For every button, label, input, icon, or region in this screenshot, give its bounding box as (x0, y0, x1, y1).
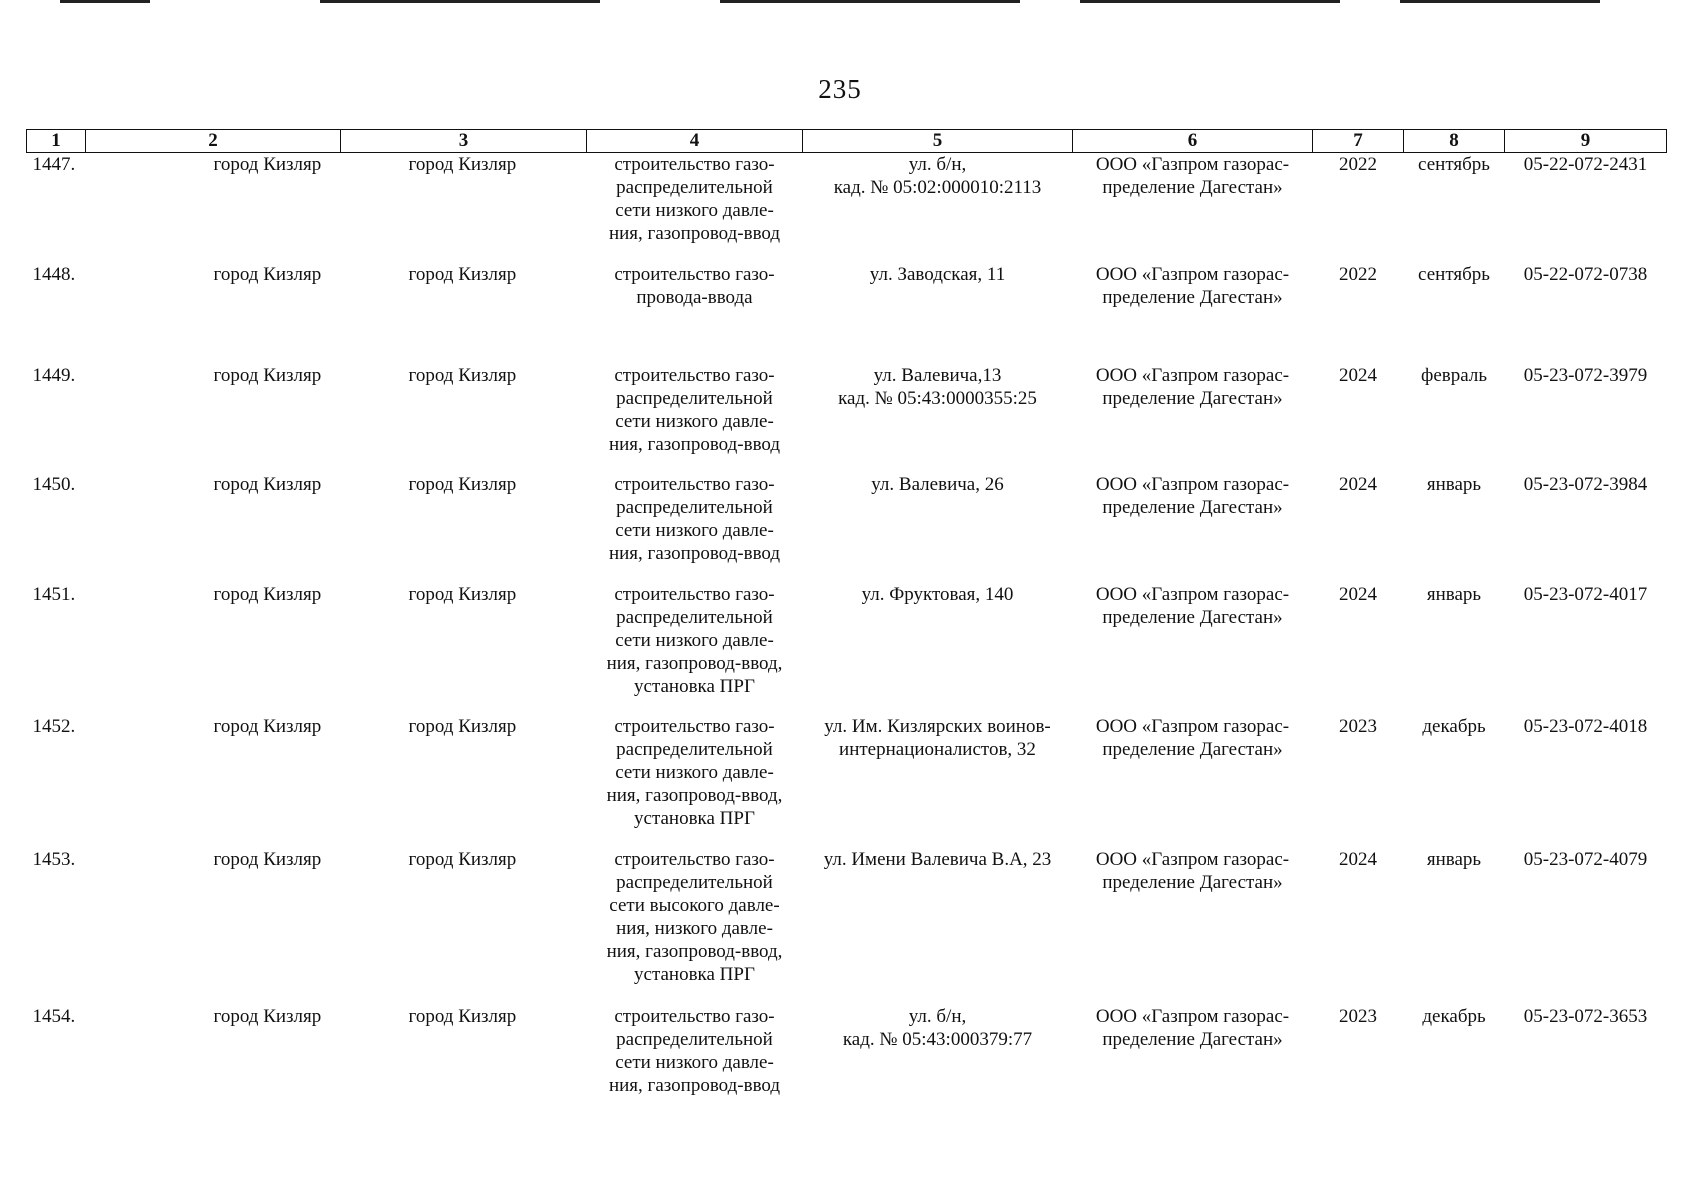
work-line: строительство газо- (614, 1005, 775, 1027)
work-description-cell (587, 473, 803, 583)
work-line: ния, газопровод-ввод (608, 223, 781, 244)
work-line: распределительной (616, 1028, 773, 1050)
address-cell (803, 1005, 1073, 1115)
org-line: ООО «Газпром газорас- (1095, 263, 1290, 285)
district-cell: город Кизляр (408, 263, 517, 285)
work-line: установка ПРГ (634, 675, 755, 697)
work-line: строительство газо- (614, 715, 775, 737)
row-number: 1448. (32, 263, 76, 285)
org-line: ООО «Газпром газорас- (1095, 848, 1290, 870)
org-line: ООО «Газпром газорас- (1095, 1005, 1290, 1027)
settlement-cell: город Кизляр (213, 263, 322, 285)
work-line: ния, газопровод-ввод (608, 433, 781, 455)
month-cell: сентябрь (1418, 263, 1490, 285)
organization-cell (1073, 1005, 1313, 1115)
row-number: 1449. (32, 364, 76, 386)
year-cell: 2023 (1339, 715, 1377, 737)
address-cell (803, 153, 1073, 263)
column-header: 5 (803, 130, 1073, 153)
district-cell: город Кизляр (408, 1005, 517, 1027)
address-line: интернационалистов, 32 (839, 738, 1036, 760)
scan-edge-line (320, 0, 600, 3)
code-cell: 05-23-072-3984 (1523, 473, 1648, 495)
district-cell: город Кизляр (408, 583, 517, 605)
settlement-cell: город Кизляр (213, 848, 322, 870)
table-row (27, 473, 1667, 583)
year-cell: 2024 (1339, 364, 1377, 386)
work-line: строительство газо- (614, 154, 775, 175)
address-line: ул. Фруктовая, 140 (861, 583, 1014, 605)
settlement-cell: город Кизляр (213, 583, 322, 605)
organization-cell (1073, 715, 1313, 848)
code-cell: 05-22-072-0738 (1523, 263, 1648, 285)
org-line: пределение Дагестан» (1102, 606, 1283, 628)
work-line: ния, газопровод-ввод (608, 542, 781, 564)
work-line: сети низкого давле- (615, 761, 774, 783)
address-line: ул. Валевича, 26 (871, 473, 1004, 495)
org-line: ООО «Газпром газорас- (1095, 364, 1290, 386)
work-description-cell (587, 364, 803, 473)
org-line: ООО «Газпром газорас- (1095, 154, 1290, 175)
table-row (27, 263, 1667, 364)
work-line: провода-ввода (636, 286, 753, 308)
column-header: 2 (86, 130, 341, 153)
org-line: ООО «Газпром газорас- (1095, 473, 1290, 495)
scan-edge-line (720, 0, 1020, 3)
work-line: сети низкого давле- (615, 200, 774, 221)
column-header: 6 (1073, 130, 1313, 153)
row-number: 1453. (32, 848, 76, 870)
row-number: 1454. (32, 1005, 76, 1027)
organization-cell (1073, 473, 1313, 583)
address-line: ул. б/н, (908, 154, 967, 175)
row-number: 1451. (32, 583, 76, 605)
page-number: 235 (818, 74, 862, 104)
code-cell: 05-23-072-4017 (1523, 583, 1648, 605)
address-line: ул. б/н, (908, 1005, 967, 1027)
code-cell: 05-23-072-4079 (1523, 848, 1648, 870)
district-cell: город Кизляр (408, 848, 517, 870)
work-line: строительство газо- (614, 473, 775, 495)
organization-cell (1073, 364, 1313, 473)
org-line: пределение Дагестан» (1102, 387, 1283, 409)
address-cell (803, 715, 1073, 848)
work-line: распределительной (616, 606, 773, 628)
month-cell: январь (1426, 583, 1482, 605)
work-line: сети низкого давле- (615, 629, 774, 651)
work-line: сети низкого давле- (615, 519, 774, 541)
district-cell: город Кизляр (408, 154, 517, 175)
org-line: ООО «Газпром газорас- (1095, 715, 1290, 737)
org-line: пределение Дагестан» (1102, 286, 1283, 308)
month-cell: январь (1426, 848, 1482, 870)
organization-cell (1073, 263, 1313, 364)
scan-edge-line (1080, 0, 1340, 3)
month-cell: январь (1426, 473, 1482, 495)
address-line: кад. № 05:43:000379:77 (842, 1028, 1033, 1050)
work-line: распределительной (616, 871, 773, 893)
address-line: кад. № 05:02:000010:2113 (833, 177, 1042, 198)
org-line: пределение Дагестан» (1102, 177, 1283, 198)
column-header: 7 (1313, 130, 1404, 153)
year-cell: 2024 (1339, 583, 1377, 605)
work-description-cell (587, 715, 803, 848)
row-number: 1447. (32, 154, 76, 175)
district-cell: город Кизляр (408, 364, 517, 386)
work-line: сети низкого давле- (615, 410, 774, 432)
work-line: ния, газопровод-ввод, (606, 784, 783, 806)
work-line: сети высокого давле- (609, 894, 780, 916)
settlement-cell: город Кизляр (213, 473, 322, 495)
settlement-cell: город Кизляр (213, 364, 322, 386)
work-line: строительство газо- (614, 848, 775, 870)
organization-cell (1073, 153, 1313, 263)
column-header: 4 (587, 130, 803, 153)
work-description-cell (587, 153, 803, 263)
settlement-cell: город Кизляр (213, 154, 322, 175)
year-cell: 2022 (1339, 154, 1377, 175)
scan-edge-line (60, 0, 150, 3)
address-line: ул. Имени Валевича В.А, 23 (823, 848, 1052, 870)
year-cell: 2024 (1339, 848, 1377, 870)
table-row (27, 1005, 1667, 1115)
district-cell: город Кизляр (408, 473, 517, 495)
code-cell: 05-23-072-4018 (1523, 715, 1648, 737)
table-row (27, 848, 1667, 1005)
address-cell (803, 263, 1073, 364)
table-row (27, 583, 1667, 715)
work-line: распределительной (616, 496, 773, 518)
work-line: распределительной (616, 387, 773, 409)
work-line: установка ПРГ (634, 963, 755, 985)
column-number-row (27, 130, 1667, 153)
month-cell: февраль (1421, 364, 1487, 386)
org-line: ООО «Газпром газорас- (1095, 583, 1290, 605)
address-cell (803, 473, 1073, 583)
column-header: 9 (1505, 130, 1667, 153)
work-description-cell (587, 1005, 803, 1115)
settlement-cell: город Кизляр (213, 1005, 322, 1027)
row-number: 1452. (32, 715, 76, 737)
work-line: ния, низкого давле- (616, 917, 773, 939)
address-cell (803, 848, 1073, 1005)
column-header: 8 (1404, 130, 1505, 153)
address-line: ул. Им. Кизлярских воинов- (824, 715, 1051, 737)
register-table (26, 129, 1667, 1115)
scan-edge-line (1400, 0, 1600, 3)
month-cell: декабрь (1422, 715, 1486, 737)
address-cell (803, 583, 1073, 715)
code-cell: 05-23-072-3979 (1523, 364, 1648, 386)
year-cell: 2024 (1339, 473, 1377, 495)
work-description-cell (587, 263, 803, 364)
organization-cell (1073, 583, 1313, 715)
work-description-cell (587, 848, 803, 1005)
address-line: кад. № 05:43:0000355:25 (838, 387, 1037, 409)
work-line: распределительной (616, 177, 773, 198)
table-row (27, 364, 1667, 473)
column-header: 3 (341, 130, 587, 153)
year-cell: 2022 (1339, 263, 1377, 285)
work-line: строительство газо- (614, 263, 775, 285)
work-line: ния, газопровод-ввод, (606, 940, 783, 962)
work-line: установка ПРГ (634, 807, 755, 829)
column-header: 1 (27, 130, 86, 153)
work-line: строительство газо- (614, 364, 775, 386)
organization-cell (1073, 848, 1313, 1005)
month-cell: сентябрь (1418, 154, 1490, 175)
work-line: ния, газопровод-ввод, (606, 652, 783, 674)
address-line: ул. Заводская, 11 (869, 263, 1006, 285)
code-cell: 05-22-072-2431 (1523, 154, 1648, 175)
org-line: пределение Дагестан» (1102, 496, 1283, 518)
work-line: распределительной (616, 738, 773, 760)
work-description-cell (587, 583, 803, 715)
settlement-cell: город Кизляр (213, 715, 322, 737)
org-line: пределение Дагестан» (1102, 1028, 1283, 1050)
org-line: пределение Дагестан» (1102, 738, 1283, 760)
work-line: сети низкого давле- (615, 1051, 774, 1073)
table-row (27, 715, 1667, 848)
month-cell: декабрь (1422, 1005, 1486, 1027)
address-cell (803, 364, 1073, 473)
table-row (27, 153, 1667, 263)
year-cell: 2023 (1339, 1005, 1377, 1027)
org-line: пределение Дагестан» (1102, 871, 1283, 893)
row-number: 1450. (32, 473, 76, 495)
address-line: ул. Валевича,13 (873, 364, 1002, 386)
district-cell: город Кизляр (408, 715, 517, 737)
code-cell: 05-23-072-3653 (1523, 1005, 1648, 1027)
work-line: ния, газопровод-ввод (608, 1074, 781, 1096)
work-line: строительство газо- (614, 583, 775, 605)
